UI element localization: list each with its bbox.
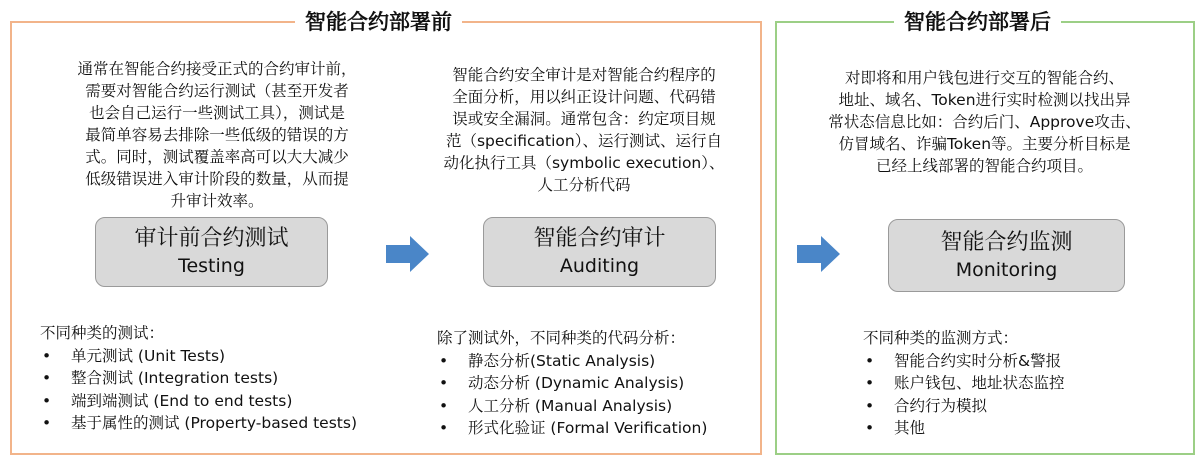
auditing-box — [483, 217, 716, 287]
testing-description: 通常在智能合约接受正式的合约审计前， 需要对智能合约运行测试（甚至开发者 也会自己运行一些测试工具），测试是 最简单容易去排除一些低级的错误的方 式。同时，测试覆盖率高可以大大减少 低级错误进入审计阶段的数量，从而提 升审计效率。 — [77, 60, 357, 210]
before-deployment-title: 智能合约部署前 — [295, 6, 462, 36]
monitoring-box-en-label: Monitoring — [955, 258, 1058, 281]
list-item: • 静态分析(Static Analysis) — [437, 350, 707, 373]
testing-box — [95, 217, 328, 287]
list-item: • 单元测试 (Unit Tests) — [40, 345, 357, 368]
list-item: • 合约行为模拟 — [863, 395, 1065, 418]
testing-box-zh-label: 审计前合约测试 — [134, 226, 289, 251]
monitoring-list-title: 不同种类的监测方式： — [863, 329, 1019, 347]
testing-box-en-label: Testing — [178, 255, 245, 277]
auditing-list — [437, 327, 707, 440]
list-item: • 智能合约实时分析&警报 — [863, 350, 1065, 373]
list-item: • 账户钱包、地址状态监控 — [863, 372, 1065, 395]
auditing-list-title: 除了测试外，不同种类的代码分析： — [437, 329, 686, 347]
monitoring-list — [863, 327, 1065, 440]
testing-list-title: 不同种类的测试： — [40, 324, 165, 342]
right-arrow-icon — [386, 236, 430, 272]
list-item: • 人工分析 (Manual Analysis) — [437, 395, 707, 418]
monitoring-box-zh-label: 智能合约监测 — [940, 229, 1073, 255]
monitoring-box — [888, 219, 1125, 292]
auditing-box-en-label: Auditing — [559, 255, 640, 277]
list-item: • 端到端测试 (End to end tests) — [40, 390, 357, 413]
list-item: • 其他 — [863, 417, 1065, 440]
after-deployment-title: 智能合约部署后 — [894, 6, 1061, 36]
auditing-box-zh-label: 智能合约审计 — [533, 226, 666, 251]
list-item: • 基于属性的测试 (Property-based tests) — [40, 412, 357, 435]
list-item: • 动态分析 (Dynamic Analysis) — [437, 372, 707, 395]
monitoring-description: 对即将和用户钱包进行交互的智能合约、 地址、域名、Token进行实时检测以找出异 常状态信息比如：合约后门、Approve攻击、 仿冒域名、诈骗Token等。主要分析目标是 已经上线部署的智能合约项目。 — [828, 69, 1141, 175]
list-item: • 整合测试 (Integration tests) — [40, 367, 357, 390]
testing-list — [40, 322, 357, 435]
list-item: • 形式化验证 (Formal Verification) — [437, 417, 707, 440]
right-arrow-icon — [797, 236, 841, 272]
auditing-description: 智能合约安全审计是对智能合约程序的 全面分析，用以纠正设计问题、代码错 误或安全漏洞。通常包含：约定项目规 范（specification）、运行测试、运行自 动化执行工具（symbolic execution）、 人工分析代码 — [443, 66, 725, 194]
